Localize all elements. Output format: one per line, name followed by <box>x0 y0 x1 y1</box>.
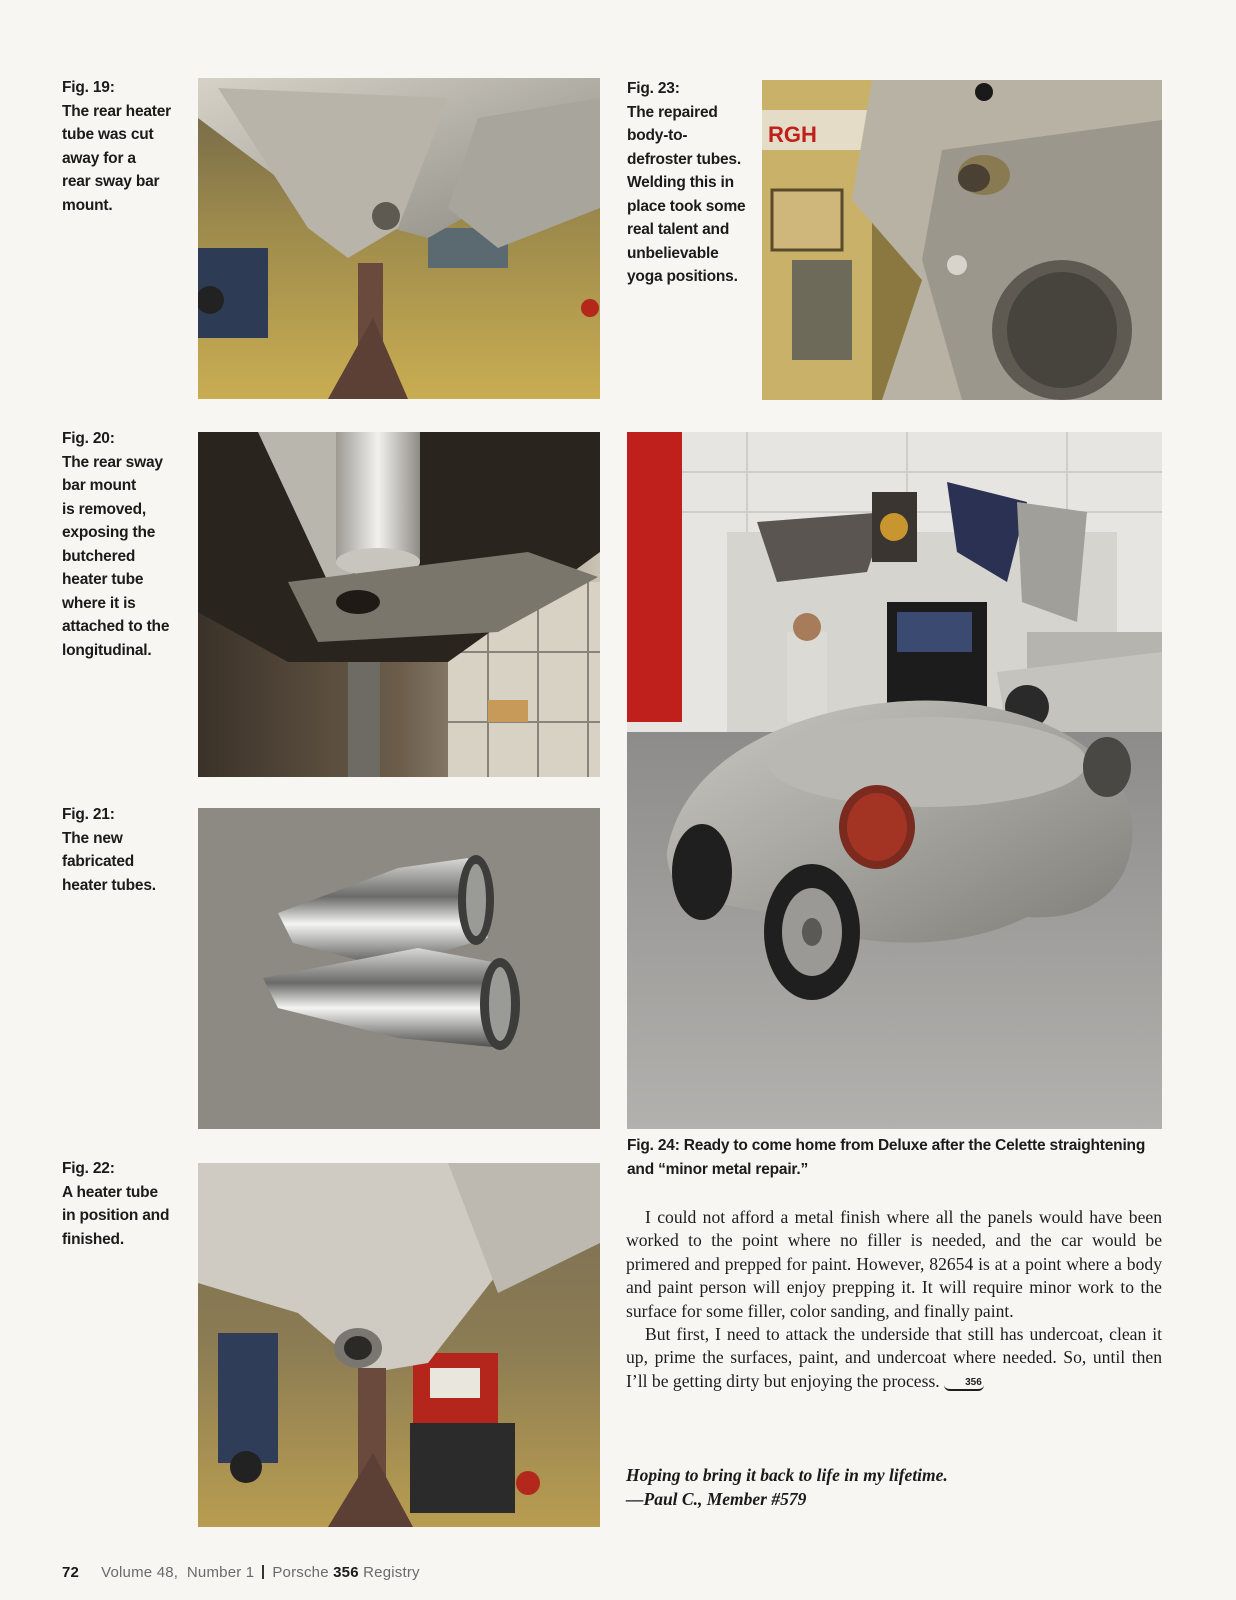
registry-end-mark-icon: 356 <box>944 1377 984 1391</box>
fig22-caption <box>62 1157 190 1251</box>
fabricated-heater-tubes-photo <box>198 808 600 1129</box>
article-body <box>626 1206 1162 1393</box>
fig20-line: where it is <box>62 594 136 612</box>
issue-label: Volume 48, Number 1 <box>101 1564 255 1581</box>
fig24-line-1 <box>627 1134 1167 1158</box>
defroster-tubes-photo <box>762 80 1162 400</box>
fig23-line: The repaired <box>627 103 718 121</box>
fig23-line: body-to- <box>627 127 688 144</box>
fig19-line: away for a <box>62 149 136 167</box>
sway-bar-mount-removed-photo <box>198 432 600 777</box>
fig21-label: Fig. 21: <box>62 806 115 823</box>
fig20-line: attached to the <box>62 618 170 635</box>
fig23-line: Welding this in <box>627 174 734 191</box>
fig23-line: yoga positions. <box>627 268 738 285</box>
fig20-line: longitudinal. <box>62 641 152 659</box>
fig20-label: Fig. 20: <box>62 430 115 447</box>
rear-heater-tube-cut-photo <box>198 78 600 399</box>
fig23-line: unbelievable <box>627 244 719 262</box>
fig21-line: fabricated <box>62 853 135 870</box>
body-paragraph-2 <box>626 1323 1162 1393</box>
fig22-line: A heater tube <box>62 1183 158 1201</box>
fig23-caption <box>627 77 755 289</box>
fig24-label: Fig. 24: <box>627 1137 680 1154</box>
fig21-line: The new <box>62 829 123 847</box>
fig24-line: and “minor metal repair.” <box>627 1160 809 1178</box>
signoff-line-1: Hoping to bring it back to life in my lifetime. <box>626 1465 948 1485</box>
fig21-caption <box>62 803 190 897</box>
fig23-line: place took some <box>627 197 746 215</box>
fig20-line: butchered <box>62 547 136 565</box>
fig19-caption <box>62 76 190 217</box>
heater-tube-in-position-photo <box>198 1163 600 1527</box>
fig21-line: heater tubes. <box>62 876 156 894</box>
svg-text:RGH: RGH <box>768 122 817 147</box>
bare-metal-speedster-in-shop-photo <box>627 432 1162 1129</box>
publication-suffix: Registry <box>358 1564 420 1581</box>
publication-prefix: Porsche <box>272 1564 334 1581</box>
fig20-line: The rear sway <box>62 453 163 471</box>
fig20-line: heater tube <box>62 571 144 588</box>
page-number: 72 <box>62 1564 80 1581</box>
signoff-author: —Paul C., Member #579 <box>626 1488 807 1509</box>
fig24-caption <box>627 1134 1167 1181</box>
fig23-label: Fig. 23: <box>627 80 680 97</box>
fig23-line: defroster tubes. <box>627 150 741 168</box>
fig19-line: mount. <box>62 196 113 214</box>
fig20-line: bar mount <box>62 477 136 494</box>
fig22-label: Fig. 22: <box>62 1160 115 1177</box>
fig22-line: finished. <box>62 1230 124 1248</box>
footer-divider <box>262 1565 264 1579</box>
fig19-line: rear sway bar <box>62 173 160 190</box>
body-paragraph-1: I could not afford a metal finish where all the panels would have been worked to the point where no filler is needed, and the car would be primered and prepped for paint. However, 82654 is at a point where a body and paint person will enjoy prepping it. It will require minor work to the surface for some filler, color sanding, and finally paint. <box>626 1207 1162 1321</box>
fig19-label: Fig. 19: <box>62 79 115 96</box>
publication-number: 356 <box>333 1564 359 1581</box>
fig22-line: in position and <box>62 1207 170 1224</box>
page-footer <box>62 1564 420 1581</box>
signoff <box>626 1464 1166 1511</box>
fig20-line: is removed, <box>62 500 146 518</box>
fig19-line: tube was cut <box>62 126 154 143</box>
fig23-line: real talent and <box>627 221 730 238</box>
body-paragraph-2-text: But first, I need to attack the underside that still has undercoat, clean it up, prime the surfaces, paint, and undercoat where needed. So, until then I’ll be getting dirty but enjoying the process. <box>626 1324 1162 1391</box>
fig24-line: Ready to come home from Deluxe after the Celette straightening <box>683 1137 1146 1154</box>
fig19-line: The rear heater <box>62 102 171 120</box>
fig20-line: exposing the <box>62 524 156 541</box>
fig20-caption <box>62 427 190 662</box>
